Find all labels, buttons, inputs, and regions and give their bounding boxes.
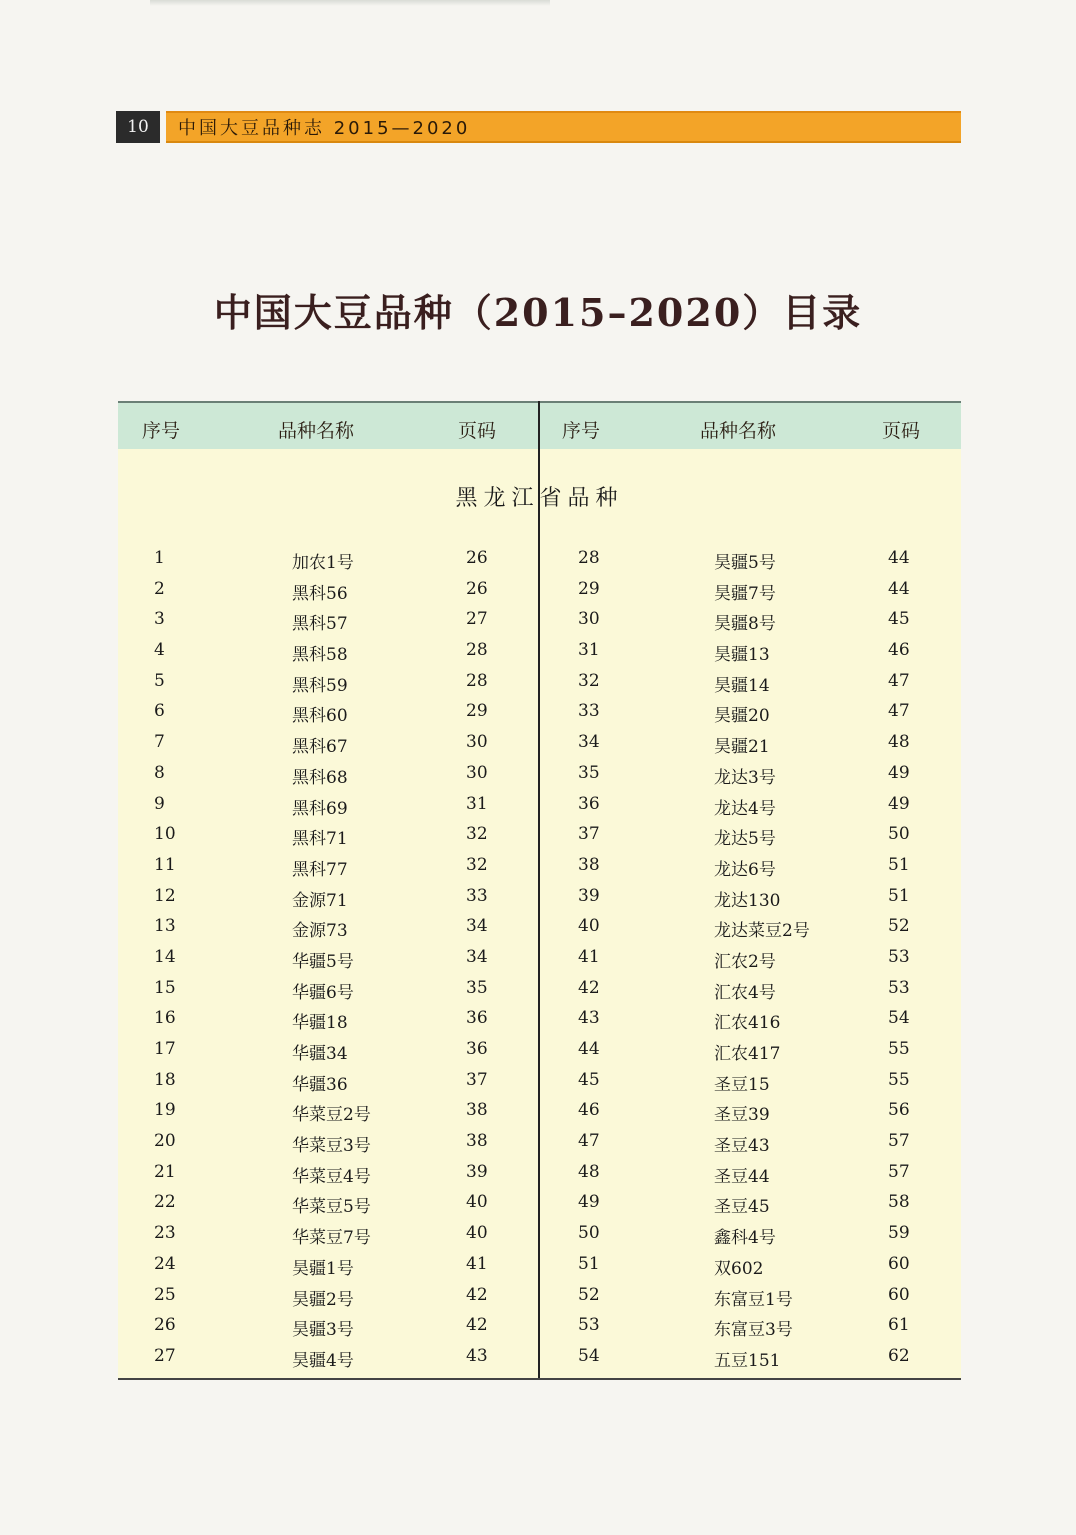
cell-page2: 62 [888, 1345, 910, 1366]
cell-no: 2 [154, 578, 165, 599]
cell-page2: 47 [888, 701, 910, 722]
cell-name2: 龙达3号 [714, 767, 776, 788]
cell-name2: 昊疆8号 [714, 614, 776, 635]
cell-name: 黑科59 [292, 675, 348, 696]
cell-name: 黑科58 [292, 645, 348, 666]
cell-no: 21 [154, 1161, 176, 1182]
cell-name2: 昊疆7号 [714, 583, 776, 604]
cell-no: 8 [154, 762, 165, 783]
page-edge-shadow [150, 0, 550, 6]
table-row [118, 1035, 961, 1066]
cell-no2: 40 [578, 916, 600, 937]
cell-name: 华菜豆2号 [292, 1105, 371, 1126]
cell-name: 黑科67 [292, 737, 348, 758]
cell-name2: 汇农2号 [714, 951, 776, 972]
cell-page2: 57 [888, 1161, 910, 1182]
table-row [118, 697, 961, 728]
cell-no: 14 [154, 946, 176, 967]
table-row [118, 728, 961, 759]
cell-page2: 44 [888, 548, 910, 568]
page-title: 中国大豆品种（2015–2020）目录 [213, 290, 863, 335]
header-page-left: 页码 [458, 420, 497, 442]
cell-page: 34 [466, 946, 488, 967]
cell-page: 38 [466, 1131, 488, 1152]
cell-name: 华菜豆4号 [292, 1166, 371, 1187]
cell-no: 1 [154, 548, 165, 568]
cell-page2: 61 [888, 1315, 910, 1336]
cell-no: 10 [154, 824, 176, 845]
table-row [118, 1004, 961, 1035]
header-name-right: 品种名称 [700, 420, 777, 442]
cell-name: 华菜豆5号 [292, 1197, 371, 1218]
cell-no2: 47 [578, 1131, 600, 1152]
cell-name2: 昊疆13 [714, 645, 770, 666]
cell-name2: 汇农417 [714, 1044, 781, 1064]
cell-name: 黑科57 [292, 614, 348, 635]
cell-page2: 58 [888, 1192, 910, 1213]
cell-page: 41 [466, 1253, 488, 1274]
cell-page2: 48 [888, 732, 910, 753]
cell-page: 43 [466, 1345, 488, 1366]
cell-no2: 54 [578, 1345, 600, 1366]
table-row [118, 820, 961, 851]
cell-page: 30 [466, 762, 488, 783]
cell-page2: 55 [888, 1069, 910, 1090]
cell-name: 华疆18 [292, 1013, 348, 1034]
cell-page: 36 [466, 1008, 488, 1029]
cell-name2: 东富豆3号 [714, 1320, 793, 1341]
table-bottom-rule [118, 1378, 961, 1380]
cell-page: 39 [466, 1161, 488, 1182]
cell-name: 昊疆2号 [292, 1289, 354, 1310]
table-row [118, 1219, 961, 1250]
cell-name: 华疆36 [292, 1074, 348, 1095]
cell-page: 42 [466, 1315, 488, 1336]
cell-no: 23 [154, 1223, 176, 1244]
cell-name: 金源73 [292, 921, 348, 942]
cell-no: 5 [154, 670, 165, 691]
cell-page: 26 [466, 548, 488, 568]
cell-name: 昊疆1号 [292, 1258, 354, 1279]
cell-no2: 48 [578, 1161, 600, 1182]
cell-page: 36 [466, 1039, 488, 1059]
cell-name2: 龙达130 [714, 890, 781, 911]
cell-page: 31 [466, 793, 488, 814]
table-row [118, 1158, 961, 1189]
cell-no2: 49 [578, 1192, 600, 1213]
cell-no2: 36 [578, 793, 600, 814]
cell-name: 华疆6号 [292, 982, 354, 1003]
cell-page: 28 [466, 640, 488, 661]
cell-page: 34 [466, 916, 488, 937]
cell-no: 25 [154, 1284, 176, 1305]
cell-no: 26 [154, 1315, 176, 1336]
cell-no: 27 [154, 1345, 176, 1366]
cell-page2: 56 [888, 1100, 910, 1121]
table-row [118, 1096, 961, 1127]
cell-name2: 圣豆44 [714, 1166, 770, 1187]
cell-name2: 昊疆21 [714, 737, 770, 758]
cell-no2: 42 [578, 977, 600, 998]
cell-page: 28 [466, 670, 488, 691]
cell-name2: 圣豆45 [714, 1197, 770, 1218]
cell-no2: 44 [578, 1039, 600, 1059]
cell-no: 11 [154, 854, 176, 875]
contents-table [118, 401, 961, 1379]
cell-no2: 37 [578, 824, 600, 845]
cell-no: 6 [154, 701, 165, 722]
cell-name: 金源71 [292, 890, 348, 911]
cell-page2: 59 [888, 1223, 910, 1244]
cell-name: 黑科56 [292, 583, 348, 604]
table-row [118, 1281, 961, 1312]
cell-no2: 51 [578, 1253, 600, 1274]
table-row [118, 1188, 961, 1219]
cell-page2: 60 [888, 1253, 910, 1274]
table-row [118, 790, 961, 821]
cell-page: 33 [466, 885, 488, 906]
cell-no: 18 [154, 1069, 176, 1090]
cell-name2: 龙达菜豆2号 [714, 921, 810, 942]
cell-no2: 39 [578, 885, 600, 906]
cell-name2: 龙达4号 [714, 798, 776, 819]
cell-name: 华疆34 [292, 1044, 348, 1064]
section-title: 黑龙江省品种 [455, 486, 624, 511]
table-row [118, 759, 961, 790]
cell-page2: 50 [888, 824, 910, 845]
cell-page: 32 [466, 854, 488, 875]
cell-no2: 35 [578, 762, 600, 783]
cell-no2: 46 [578, 1100, 600, 1121]
table-row [118, 1342, 961, 1373]
cell-name: 黑科69 [292, 798, 348, 819]
table-row [118, 1250, 961, 1281]
cell-name2: 五豆151 [714, 1350, 781, 1371]
cell-name: 华疆5号 [292, 951, 354, 972]
cell-no: 12 [154, 885, 176, 906]
cell-no2: 50 [578, 1223, 600, 1244]
cell-page: 40 [466, 1223, 488, 1244]
cell-page2: 51 [888, 885, 910, 906]
table-row [118, 605, 961, 636]
cell-name2: 汇农4号 [714, 982, 776, 1003]
cell-no: 7 [154, 732, 165, 753]
cell-no2: 45 [578, 1069, 600, 1090]
cell-page2: 53 [888, 946, 910, 967]
table-row [118, 851, 961, 882]
cell-page: 29 [466, 701, 488, 722]
cell-name2: 双602 [714, 1258, 764, 1279]
cell-name: 黑科71 [292, 829, 348, 850]
cell-page2: 55 [888, 1039, 910, 1059]
cell-no: 3 [154, 609, 165, 630]
cell-page: 32 [466, 824, 488, 845]
cell-name: 昊疆4号 [292, 1350, 354, 1371]
cell-page2: 49 [888, 793, 910, 814]
cell-name2: 圣豆15 [714, 1074, 770, 1095]
cell-no2: 31 [578, 640, 600, 661]
cell-name2: 龙达5号 [714, 829, 776, 850]
cell-no2: 41 [578, 946, 600, 967]
book-title: 中国大豆品种志 2015—2020 [166, 111, 961, 143]
header-name-left: 品种名称 [278, 420, 355, 442]
cell-page: 40 [466, 1192, 488, 1213]
cell-no: 24 [154, 1253, 176, 1274]
cell-name2: 汇农416 [714, 1013, 781, 1034]
cell-name: 黑科60 [292, 706, 348, 727]
cell-page: 27 [466, 609, 488, 630]
cell-name2: 昊疆5号 [714, 553, 776, 573]
cell-name2: 圣豆43 [714, 1136, 770, 1157]
cell-page2: 47 [888, 670, 910, 691]
header-page-right: 页码 [882, 420, 921, 442]
cell-page2: 44 [888, 578, 910, 599]
cell-no2: 53 [578, 1315, 600, 1336]
cell-no: 22 [154, 1192, 176, 1213]
cell-name2: 昊疆14 [714, 675, 770, 696]
cell-no2: 30 [578, 609, 600, 630]
table-rows [118, 544, 961, 1373]
cell-name: 黑科77 [292, 859, 348, 880]
table-row [118, 667, 961, 698]
cell-no: 17 [154, 1039, 176, 1059]
cell-name2: 昊疆20 [714, 706, 770, 727]
cell-page2: 60 [888, 1284, 910, 1305]
cell-page: 26 [466, 578, 488, 599]
cell-name2: 鑫科4号 [714, 1228, 776, 1249]
cell-no2: 32 [578, 670, 600, 691]
cell-name2: 龙达6号 [714, 859, 776, 880]
cell-no: 16 [154, 1008, 176, 1029]
header-no-left: 序号 [142, 420, 181, 442]
cell-name: 昊疆3号 [292, 1320, 354, 1341]
cell-page2: 57 [888, 1131, 910, 1152]
table-row [118, 974, 961, 1005]
cell-name: 华菜豆7号 [292, 1228, 371, 1249]
cell-no: 13 [154, 916, 176, 937]
table-row [118, 882, 961, 913]
table-row [118, 575, 961, 606]
cell-page2: 45 [888, 609, 910, 630]
cell-page2: 52 [888, 916, 910, 937]
cell-name2: 东富豆1号 [714, 1289, 793, 1310]
cell-page2: 53 [888, 977, 910, 998]
table-row [118, 1311, 961, 1342]
table-row [118, 636, 961, 667]
cell-page: 37 [466, 1069, 488, 1090]
table-row [118, 1127, 961, 1158]
cell-no2: 29 [578, 578, 600, 599]
cell-no2: 28 [578, 548, 600, 568]
cell-page2: 51 [888, 854, 910, 875]
cell-name: 加农1号 [292, 553, 354, 573]
cell-name2: 圣豆39 [714, 1105, 770, 1126]
cell-page: 38 [466, 1100, 488, 1121]
cell-no2: 52 [578, 1284, 600, 1305]
header-no-right: 序号 [562, 420, 601, 442]
cell-page2: 46 [888, 640, 910, 661]
cell-no: 19 [154, 1100, 176, 1121]
cell-page: 35 [466, 977, 488, 998]
table-row [118, 1066, 961, 1097]
cell-no: 20 [154, 1131, 176, 1152]
cell-no: 15 [154, 977, 176, 998]
cell-no2: 38 [578, 854, 600, 875]
table-row [118, 544, 961, 575]
cell-no2: 33 [578, 701, 600, 722]
cell-no2: 43 [578, 1008, 600, 1029]
cell-page: 42 [466, 1284, 488, 1305]
table-header [118, 401, 961, 449]
cell-page2: 54 [888, 1008, 910, 1029]
cell-no2: 34 [578, 732, 600, 753]
table-row [118, 943, 961, 974]
page-number: 10 [116, 111, 160, 143]
cell-page2: 49 [888, 762, 910, 783]
cell-no: 4 [154, 640, 165, 661]
cell-no: 9 [154, 793, 165, 814]
table-row [118, 912, 961, 943]
cell-name: 黑科68 [292, 767, 348, 788]
cell-name: 华菜豆3号 [292, 1136, 371, 1157]
cell-page: 30 [466, 732, 488, 753]
running-header [116, 111, 961, 143]
